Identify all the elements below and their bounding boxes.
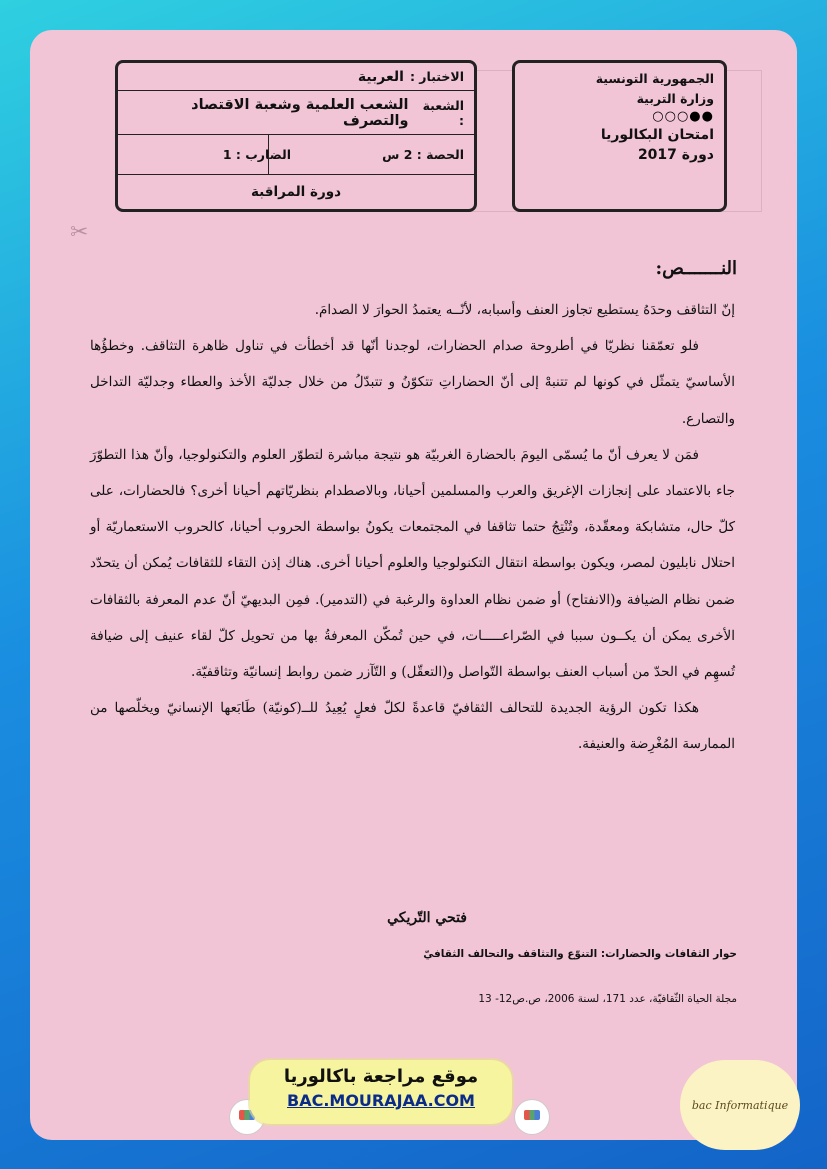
exam-header — [115, 60, 727, 212]
site-banner[interactable] — [250, 1060, 512, 1124]
subject-row — [118, 63, 474, 91]
branch-label: الشعبة : — [422, 97, 464, 128]
header-institution-box — [512, 60, 727, 212]
header-subject-box — [115, 60, 477, 212]
session-type-row — [118, 175, 474, 209]
coefficient-label: الضارب : 1 — [222, 147, 291, 162]
paragraph-2: فلو تعمّقنا نظريّا في أطروحة صدام الحضارات، لوجدنا أنّها قد أخطأت في تناول ظاهرة التثاقف. وخطؤُها الأساسيّ يتمثّل في كونها لم تتنبهْ إلى أنّ الحضاراتِ تتكوّنُ و تتبدّلُ من خلال جدليّة الأخذ والعطاء وجدليّة التداخل والتصارع. — [90, 338, 735, 427]
paragraph-3: فمَن لا يعرف أنّ ما يُسمّى اليومَ بالحضارة الغربيّة هو نتيجة مباشرة لتطوّر العلوم والتكنولوجيا، وأنّ هذا التطوّرَ جاء بالاعتماد على إنجازات الإغريق والعرب والمسلمين أحيانا، وبالاصطدام بنظريّاتهم أحيانا أخرى؟ فالحضارات، على كلّ حال، متشابكة ومعقّدة، وتُنْتِجُ حتما تثاقفا في المجتمعات يكونُ بواسطة الحروب أحيانا، كالحروب الاستعماريّة أو احتلال نابليون لمصر، ويكون بواسطة انتقال التكنولوجيا والعلوم أحيانا أخرى. هناك إذن التقاء للثقافات يُمكن أن يتحدّد ضمن نظام الضيافة و(الانفتاح) أو ضمن نظام العداوة والرغبة في (التدمير). فمِن البديهيّ أنّ عدم المعرفة بالثقافات الأخرى يمكن أن يكــون سببا في الصّراعـــــات، في حين تُمكّن المعرفةُ بها من تحويل كلّ لقاء عنيف إلى ضيافة تُسهِم في الحدّ من أسباب العنف بواسطة التّواصل و(التعقّل) و التّآزر ضمن روابط إنسانيّة وتثاقفيّة. — [90, 446, 735, 681]
bac-informatique-badge: bac Informatique — [680, 1060, 800, 1150]
paragraph-4: هكذا تكون الرؤية الجديدة للتحالف الثقافيّ قاعدةً لكلّ فعلٍ يُعِيدُ للــ(كونيّة) طَابَعها الإنسانيّ ويخلّصها من الممارسة المُغْرِضة والعنيفة. — [90, 700, 735, 753]
duration-row — [118, 135, 474, 175]
paragraph-1: إنّ التثاقف وحدَهُ يستطيع تجاوز العنف وأسبابه، لأنّــه يعتمدُ الحوارَ لا الصدامَ. — [314, 302, 735, 318]
subject-value: العربية — [357, 68, 404, 85]
magazine-reference: مجلة الحياة الثّقافيّة، عدد 171، لسنة 2006، ص.ص12- 13 — [478, 993, 737, 1005]
site-logo-icon — [515, 1100, 549, 1134]
banner-arabic-text: موقع مراجعة باكالوريا — [283, 1066, 479, 1087]
ministry-label: وزارة التربية — [636, 91, 714, 106]
duration-label: الحصة : 2 س — [382, 147, 464, 162]
session-year-label: دورة 2017 — [637, 147, 714, 163]
passage-body — [90, 292, 735, 763]
banner-url-link[interactable]: BAC.MOURAJAA.COM — [287, 1091, 475, 1110]
exam-label: امتحان البكالوريا — [600, 127, 714, 143]
header-divider — [268, 135, 269, 175]
author-signature: فتحي التّريكي — [387, 910, 467, 926]
exam-sheet — [30, 30, 797, 1140]
branch-row — [118, 91, 474, 135]
republic-label: الجمهورية التونسية — [595, 71, 714, 86]
subject-label: الاختبار : — [409, 69, 464, 84]
text-title: النـــــــص: — [655, 258, 737, 279]
session-dots: ●●○○○ — [652, 109, 714, 124]
scissors-icon: ✂ — [70, 220, 89, 245]
session-type-label: دورة المراقبة — [250, 184, 342, 200]
source-reference: حوار الثقافات والحضارات: التنوّع والتثاقف والتحالف الثقافيّ — [423, 948, 737, 960]
branch-value: الشعب العلمية وشعبة الاقتصاد والتصرف — [191, 96, 409, 129]
